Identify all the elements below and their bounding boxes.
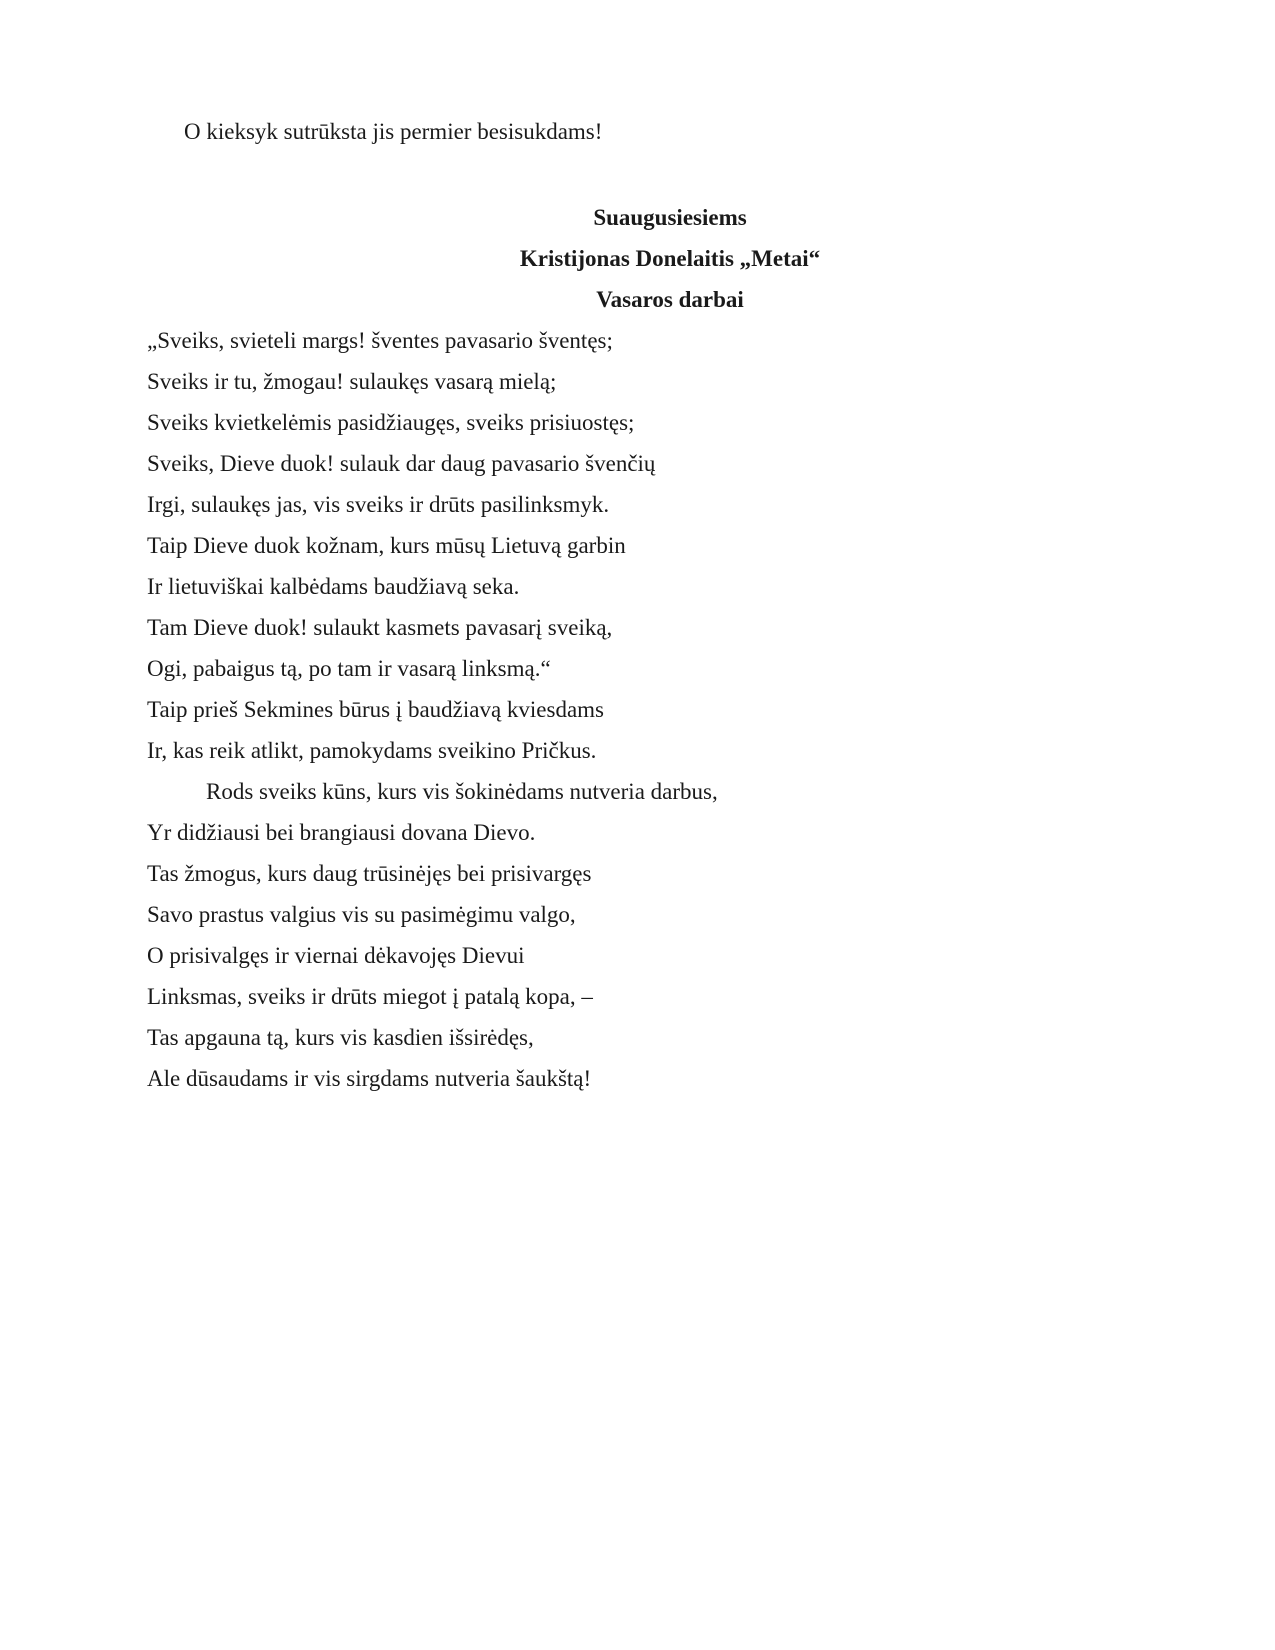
poem-line: Irgi, sulaukęs jas, vis sveiks ir drūts pasilinksmyk. — [147, 492, 610, 517]
poem-line: Sveiks kvietkelėmis pasidžiaugęs, sveiks prisiuostęs; — [147, 410, 635, 435]
poem-line: Savo prastus valgius vis su pasimėgimu valgo, — [147, 902, 576, 927]
poem-line: Sveiks, Dieve duok! sulauk dar daug pavasario švenčių — [147, 451, 656, 476]
heading-author-title: Kristijonas Donelaitis „Metai“ — [519, 246, 821, 271]
poem-line: Yr didžiausi bei brangiausi dovana Dievo. — [147, 820, 536, 845]
poem-line: Ir lietuviškai kalbėdams baudžiavą seka. — [147, 574, 520, 599]
poem-line: Tam Dieve duok! sulaukt kasmets pavasarį sveiką, — [147, 615, 613, 640]
poem-line: Tas žmogus, kurs daug trūsinėjęs bei prisivargęs — [147, 861, 592, 886]
heading-section-title: Vasaros darbai — [596, 287, 744, 312]
poem-line: Rods sveiks kūns, kurs vis šokinėdams nutveria darbus, — [206, 779, 718, 804]
poem-line: O prisivalgęs ir viernai dėkavojęs Dievui — [147, 943, 525, 968]
heading-audience: Suaugusiesiems — [593, 205, 747, 230]
poem-line: Tas apgauna tą, kurs vis kasdien išsirėdęs, — [147, 1025, 534, 1050]
poem-line: Sveiks ir tu, žmogau! sulaukęs vasarą mielą; — [147, 369, 557, 394]
poem-line: Ogi, pabaigus tą, po tam ir vasarą linksmą.“ — [147, 656, 551, 681]
poem-line: „Sveiks, svieteli margs! šventes pavasario šventęs; — [147, 328, 613, 353]
intro-line: O kieksyk sutrūksta jis permier besisukdams! — [184, 119, 603, 144]
poem-line: Taip prieš Sekmines būrus į baudžiavą kviesdams — [147, 697, 605, 722]
poem-line: Taip Dieve duok kožnam, kurs mūsų Lietuvą garbin — [147, 533, 626, 558]
poem-line: Ir, kas reik atlikt, pamokydams sveikino Pričkus. — [147, 738, 597, 763]
poem-line: Linksmas, sveiks ir drūts miegot į patalą kopa, – — [147, 984, 593, 1009]
poem-line: Ale dūsaudams ir vis sirgdams nutveria šaukštą! — [147, 1066, 592, 1091]
